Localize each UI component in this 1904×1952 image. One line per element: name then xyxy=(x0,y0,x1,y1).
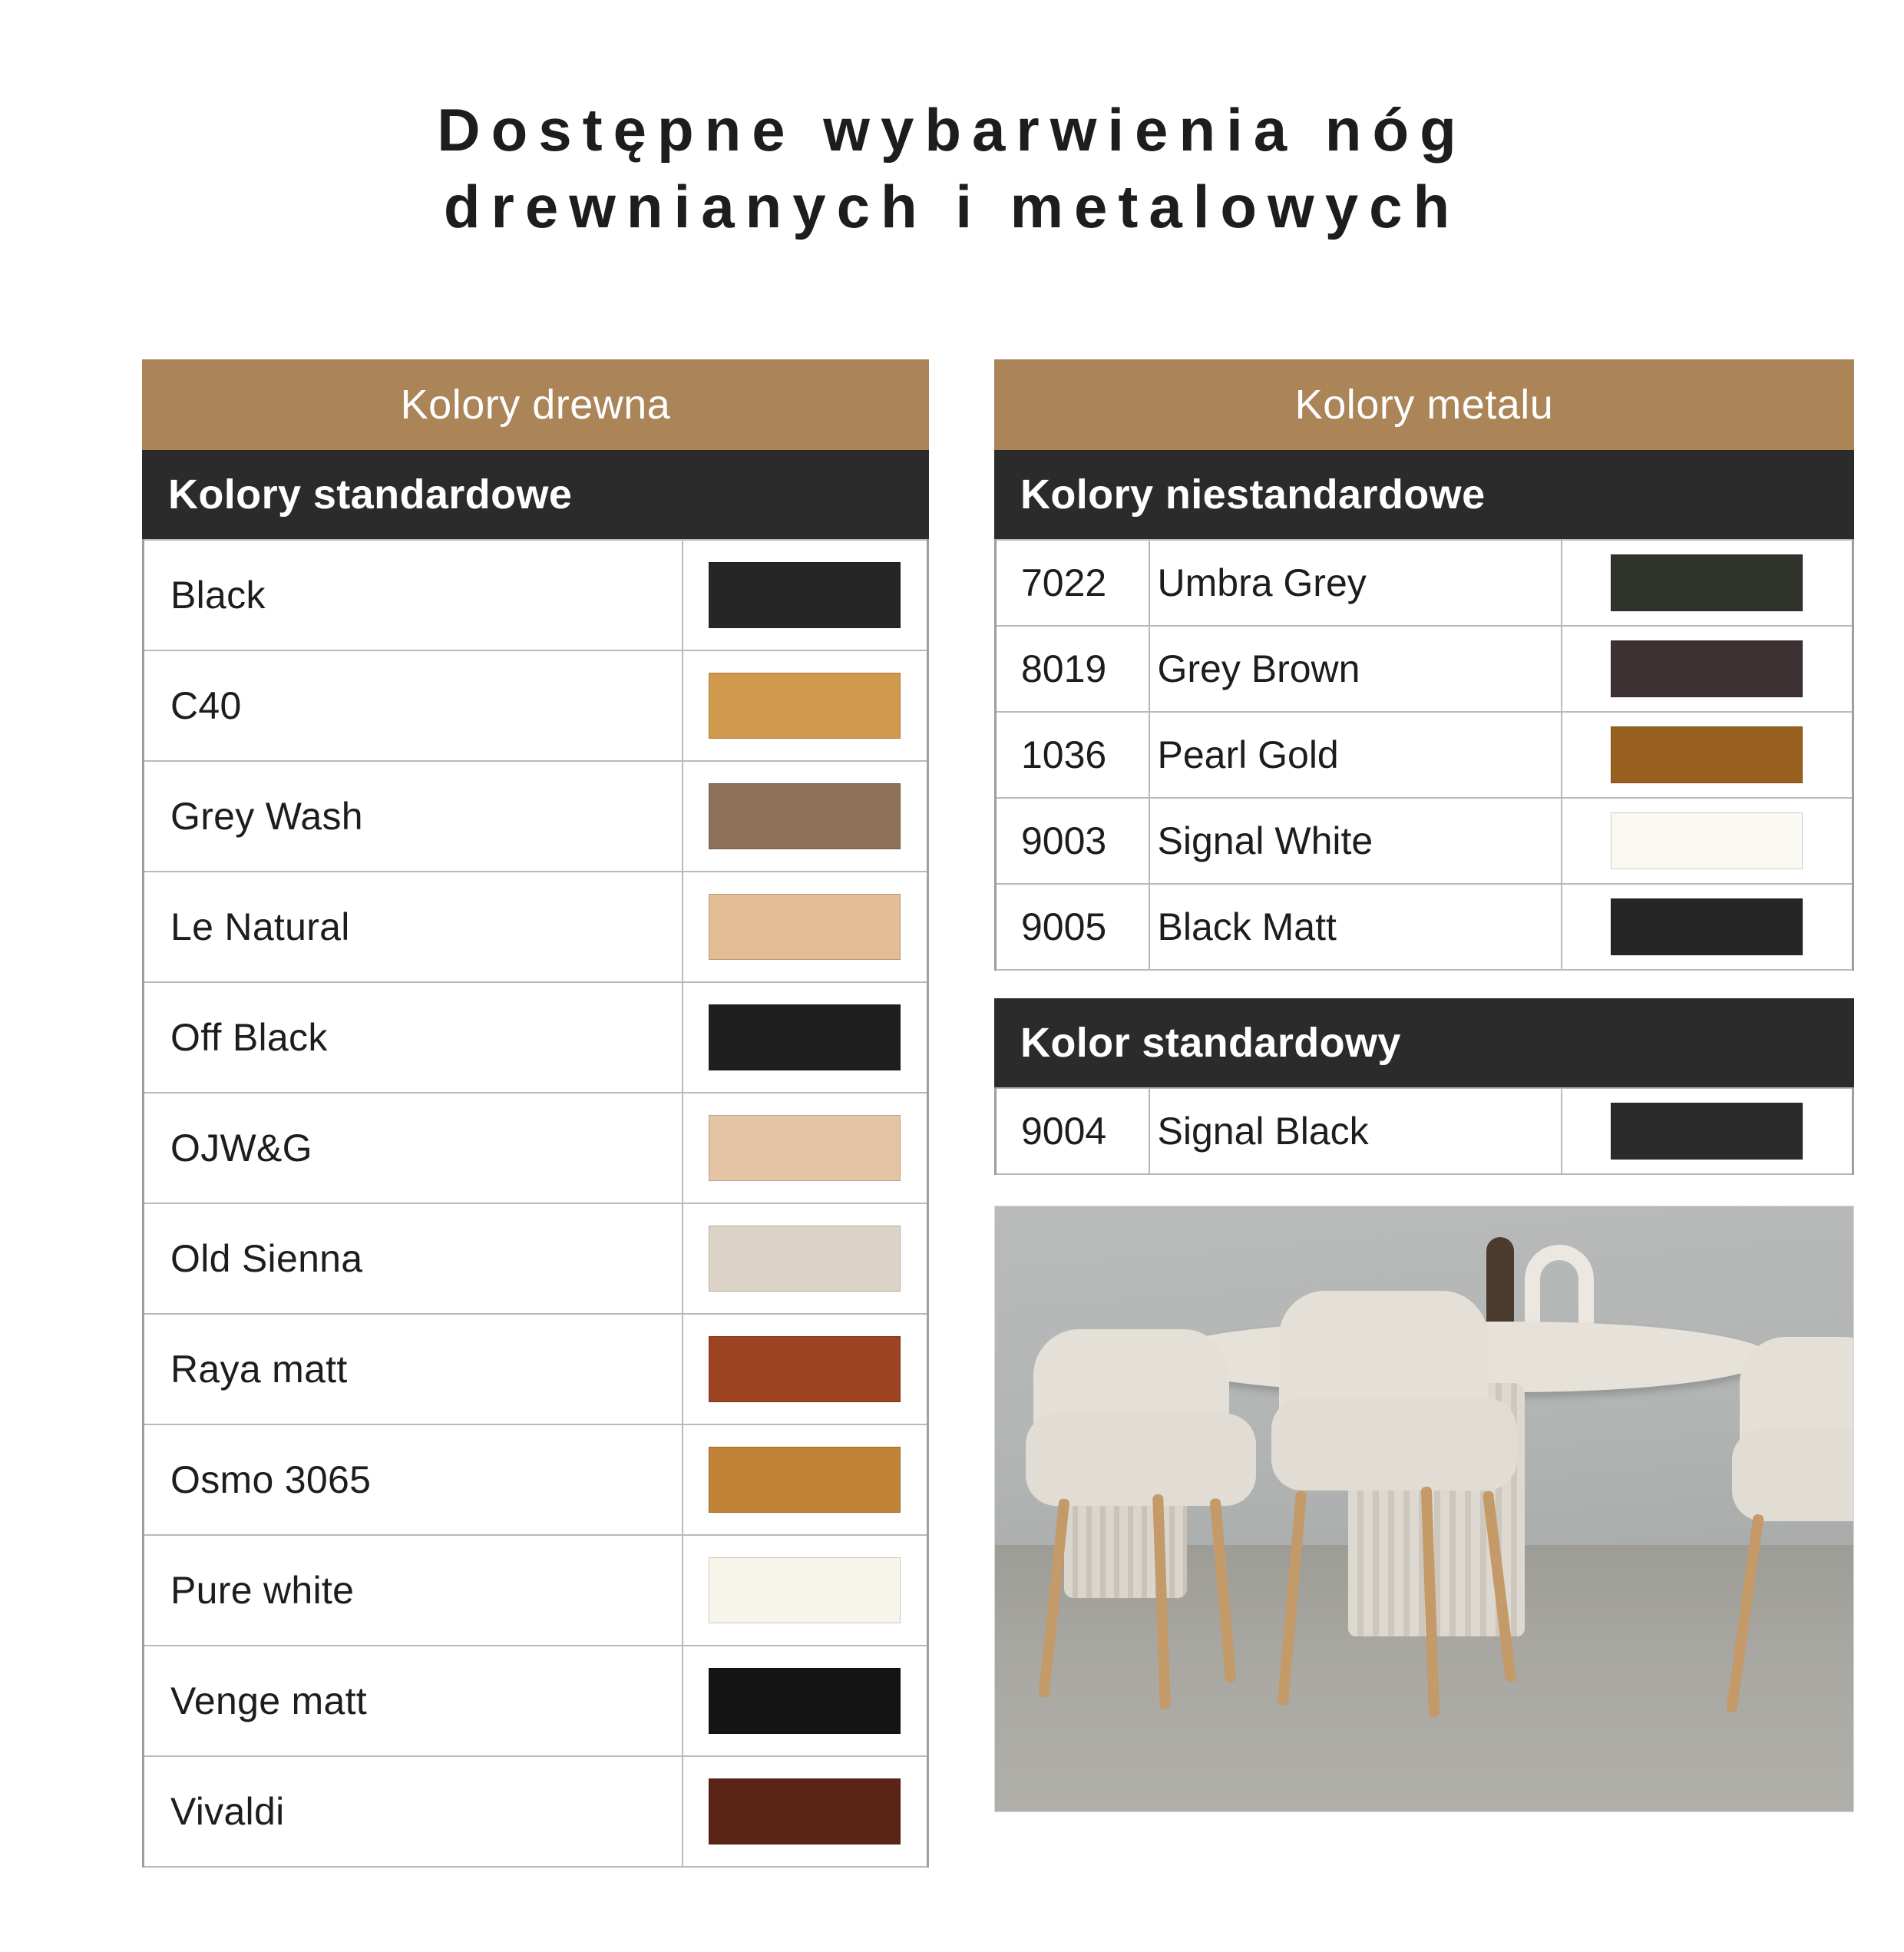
metal-color-swatch xyxy=(1611,812,1803,869)
page-title-line-2: drewnianych i metalowych xyxy=(443,172,1461,240)
wood-color-name: Off Black xyxy=(144,982,683,1093)
wood-category-header: Kolory drewna xyxy=(142,359,929,450)
wood-color-row xyxy=(144,1424,928,1535)
metal-colors-section xyxy=(994,359,1854,1812)
wood-color-row xyxy=(144,1646,928,1756)
metal-standard-color-row xyxy=(996,1088,1853,1174)
metal-custom-color-row xyxy=(996,626,1853,712)
metal-custom-colors-table xyxy=(994,539,1854,971)
wood-color-row xyxy=(144,872,928,982)
wood-color-row xyxy=(144,1314,928,1424)
metal-color-swatch xyxy=(1611,898,1803,955)
photo-chair-center xyxy=(1271,1398,1517,1498)
metal-standard-subheader: Kolor standardowy xyxy=(994,998,1854,1087)
wood-colors-table xyxy=(142,539,929,1868)
wood-color-swatch xyxy=(709,1336,901,1402)
wood-color-swatch xyxy=(709,783,901,849)
photo-decor-vase-arch xyxy=(1525,1245,1594,1329)
wood-color-swatch xyxy=(709,1557,901,1623)
wood-colors-section xyxy=(142,359,929,1868)
metal-color-swatch-cell xyxy=(1562,540,1853,626)
metal-custom-color-row xyxy=(996,540,1853,626)
metal-color-name: Umbra Grey xyxy=(1149,540,1562,626)
wood-color-swatch-cell xyxy=(683,1203,928,1314)
wood-color-swatch-cell xyxy=(683,1646,928,1756)
wood-color-swatch-cell xyxy=(683,982,928,1093)
wood-color-row xyxy=(144,540,928,650)
photo-chair-left-seat xyxy=(1026,1414,1256,1506)
wood-color-row xyxy=(144,761,928,872)
wood-color-swatch xyxy=(709,1115,901,1181)
wood-color-swatch-cell xyxy=(683,1424,928,1535)
wood-color-name: Osmo 3065 xyxy=(144,1424,683,1535)
metal-custom-color-row xyxy=(996,884,1853,970)
metal-color-name: Grey Brown xyxy=(1149,626,1562,712)
metal-color-swatch xyxy=(1611,1103,1803,1160)
wood-color-swatch-cell xyxy=(683,650,928,761)
metal-color-swatch xyxy=(1611,640,1803,697)
metal-custom-color-row xyxy=(996,712,1853,798)
wood-color-row xyxy=(144,1535,928,1646)
photo-chair-left xyxy=(1026,1414,1256,1506)
metal-color-code: 8019 xyxy=(996,626,1149,712)
wood-color-name: OJW&G xyxy=(144,1093,683,1203)
photo-chair-center-seat xyxy=(1271,1398,1517,1490)
metal-color-swatch xyxy=(1611,554,1803,611)
metal-color-swatch-cell xyxy=(1562,798,1853,884)
photo-chair-right-seat xyxy=(1732,1429,1854,1521)
metal-category-header: Kolory metalu xyxy=(994,359,1854,450)
metal-color-name: Black Matt xyxy=(1149,884,1562,970)
wood-color-row xyxy=(144,1756,928,1867)
wood-color-swatch-cell xyxy=(683,540,928,650)
metal-color-code: 9003 xyxy=(996,798,1149,884)
wood-color-name: Vivaldi xyxy=(144,1756,683,1867)
interior-photo xyxy=(994,1206,1854,1812)
wood-color-name: Le Natural xyxy=(144,872,683,982)
metal-custom-subheader: Kolory niestandardowe xyxy=(994,450,1854,539)
metal-color-name: Signal White xyxy=(1149,798,1562,884)
wood-color-swatch xyxy=(709,673,901,739)
photo-chair-right xyxy=(1732,1429,1854,1521)
wood-color-swatch xyxy=(709,1004,901,1070)
wood-color-swatch-cell xyxy=(683,1314,928,1424)
wood-color-swatch xyxy=(709,894,901,960)
wood-color-name: C40 xyxy=(144,650,683,761)
wood-color-name: Raya matt xyxy=(144,1314,683,1424)
wood-color-row xyxy=(144,982,928,1093)
wood-color-name: Old Sienna xyxy=(144,1203,683,1314)
wood-color-swatch xyxy=(709,1447,901,1513)
metal-custom-color-row xyxy=(996,798,1853,884)
wood-color-name: Black xyxy=(144,540,683,650)
metal-color-code: 9005 xyxy=(996,884,1149,970)
page-title xyxy=(0,92,1904,246)
wood-color-swatch xyxy=(709,1668,901,1734)
wood-color-row xyxy=(144,650,928,761)
wood-color-swatch-cell xyxy=(683,761,928,872)
wood-color-name: Venge matt xyxy=(144,1646,683,1756)
wood-color-swatch-cell xyxy=(683,1093,928,1203)
metal-color-swatch-cell xyxy=(1562,884,1853,970)
metal-standard-colors-table xyxy=(994,1087,1854,1175)
metal-color-name: Pearl Gold xyxy=(1149,712,1562,798)
metal-color-swatch-cell xyxy=(1562,1088,1853,1174)
wood-color-name: Grey Wash xyxy=(144,761,683,872)
metal-color-swatch-cell xyxy=(1562,626,1853,712)
photo-decor-vase-dark xyxy=(1486,1237,1514,1329)
wood-color-swatch-cell xyxy=(683,1756,928,1867)
wood-color-swatch xyxy=(709,1778,901,1844)
metal-color-code: 7022 xyxy=(996,540,1149,626)
wood-color-swatch xyxy=(709,562,901,628)
wood-color-name: Pure white xyxy=(144,1535,683,1646)
metal-color-name: Signal Black xyxy=(1149,1088,1562,1174)
metal-color-swatch-cell xyxy=(1562,712,1853,798)
page-title-line-1: Dostępne wybarwienia nóg xyxy=(437,96,1467,164)
wood-color-swatch-cell xyxy=(683,1535,928,1646)
wood-color-swatch xyxy=(709,1226,901,1292)
metal-color-code: 9004 xyxy=(996,1088,1149,1174)
metal-color-code: 1036 xyxy=(996,712,1149,798)
wood-color-swatch-cell xyxy=(683,872,928,982)
wood-color-row xyxy=(144,1093,928,1203)
metal-color-swatch xyxy=(1611,726,1803,783)
wood-standard-subheader: Kolory standardowe xyxy=(142,450,929,539)
wood-color-row xyxy=(144,1203,928,1314)
